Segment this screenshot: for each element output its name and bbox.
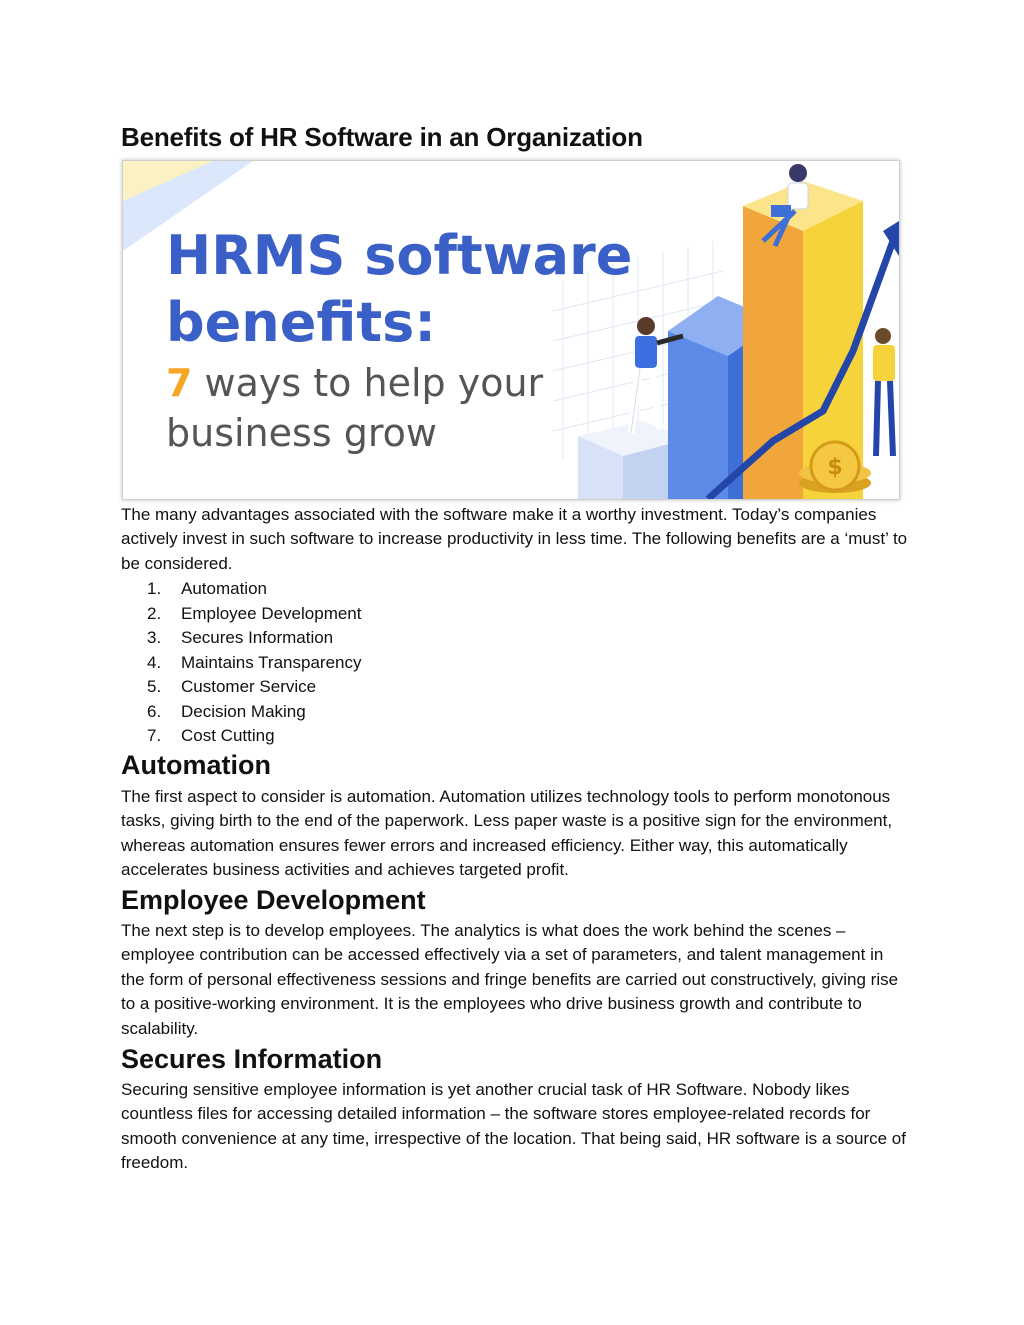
- hero-svg: [123, 161, 899, 499]
- list-item-number: 2.: [147, 603, 162, 623]
- list-item-label: Employee Development: [181, 603, 362, 623]
- hero-subline-number: 7: [166, 361, 193, 405]
- list-item-number: 1.: [147, 579, 162, 598]
- hero-headline-line2: benefits:: [166, 291, 436, 354]
- person-right-body: [873, 345, 895, 381]
- section-paragraph: The first aspect to consider is automation. Automation utilizes technology tools to perform monotonous tasks, giving birth to the end of the paperwork. Less paper waste is a positive sign for the environment, whereas automation ensures fewer errors and increased efficiency. Either way, this automatically accelerates business activities and achieves targeted profit.: [121, 787, 893, 880]
- hero-subline-line2: business grow: [166, 411, 437, 455]
- list-item: [121, 724, 361, 749]
- list-item-number: 7.: [147, 726, 162, 745]
- section-heading-secures-information: Secures Information: [121, 1044, 383, 1074]
- intro-paragraph: The many advantages associated with the software make it a worthy investment. Today’s companies actively invest in such software to increase productivity in less time. The following benefits are a ‘must’ to be considered.: [121, 505, 908, 573]
- list-item-label: Maintains Transparency: [181, 652, 362, 672]
- section-paragraph: The next step is to develop employees. The analytics is what does the work behind the scenes – employee contribution can be accessed effectively via a set of parameters, and talent management in the form of personal effectiveness sessions and fringe benefits are carried out constructively, giving rise to a positive-working environment. It is the employees who drive business growth and contribute to scalability.: [121, 921, 899, 1038]
- document-title: Benefits of HR Software in an Organization: [121, 122, 643, 152]
- person-right-leg-2: [890, 381, 893, 456]
- list-item-label: Customer Service: [181, 677, 317, 696]
- section-body-automation: [121, 785, 911, 883]
- person-telescope-head: [637, 317, 655, 335]
- benefits-list: [121, 577, 361, 749]
- section-heading-automation: Automation: [121, 750, 271, 780]
- hero-subline-line1: [166, 361, 544, 405]
- list-item-number: 5.: [147, 677, 162, 696]
- list-item: [121, 602, 361, 627]
- blue-pillar-left: [668, 331, 728, 499]
- person-right-leg: [876, 381, 878, 456]
- list-item: [121, 700, 361, 725]
- list-item: [121, 626, 361, 651]
- hero-subline-rest: ways to help your: [192, 361, 544, 405]
- dollar-sign: $: [827, 455, 843, 480]
- list-item-number: 4.: [147, 652, 162, 672]
- hero-headline-line1: HRMS software: [166, 224, 633, 287]
- list-item-label: Secures Information: [181, 628, 334, 647]
- woman-head: [789, 164, 807, 182]
- section-body-secures-information: [121, 1078, 911, 1176]
- section-paragraph: Securing sensitive employee information is yet another crucial task of HR Software. Nobody likes countless files for accessing detailed information – the software stores employee-related records for smooth convenience at any time, irrespective of the location. That being said, HR software is a source of freedom.: [121, 1080, 906, 1173]
- list-item-label: Automation: [181, 579, 267, 598]
- list-item-label: Decision Making: [181, 701, 306, 721]
- list-item-number: 3.: [147, 628, 162, 647]
- list-item-label: Cost Cutting: [181, 726, 275, 745]
- person-telescope-leg-right: [652, 368, 660, 429]
- list-item: [121, 675, 361, 700]
- intro-text: [121, 503, 911, 576]
- list-item: [121, 651, 361, 676]
- person-telescope-body: [635, 336, 657, 368]
- section-heading-employee-development: Employee Development: [121, 885, 426, 915]
- list-item-number: 6.: [147, 701, 162, 721]
- list-item: [121, 577, 361, 602]
- section-body-employee-development: [121, 919, 911, 1041]
- person-right-head: [875, 328, 891, 344]
- hero-illustration: [122, 160, 900, 500]
